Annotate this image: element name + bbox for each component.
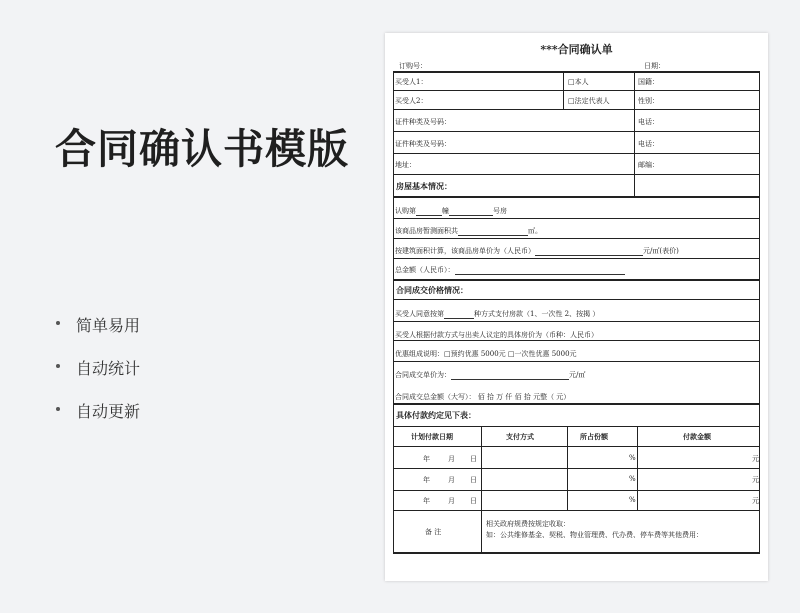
nationality-label: 国籍： xyxy=(638,78,659,86)
phone-label: 电话： xyxy=(638,118,659,126)
table-header: 计划付款日期 xyxy=(411,432,453,441)
rule xyxy=(393,468,760,469)
rule xyxy=(393,361,760,362)
remark-label: 备 注 xyxy=(425,528,442,536)
rule xyxy=(393,238,760,239)
self-checkbox[interactable]: □本人 xyxy=(568,78,589,86)
buyer2-label: 买受人2： xyxy=(395,97,428,105)
column-divider xyxy=(567,426,568,510)
column-divider xyxy=(481,426,482,553)
bullet-icon xyxy=(56,321,60,325)
schedule-section-heading: 具体付款约定见下表： xyxy=(396,410,476,420)
date-label: 日期： xyxy=(644,62,665,70)
id-type-label: 证件种类及号码： xyxy=(395,140,451,148)
bullet-icon xyxy=(56,364,60,368)
border-left xyxy=(393,71,394,553)
rule xyxy=(393,490,760,491)
payment-method-line: 买受人同意按第 种方式支付房款（1、一次性 2、按揭 ） xyxy=(395,310,600,318)
page-title: 合同确认书模版 xyxy=(55,125,349,173)
area-line: 该商品房暂测面积共 ㎡。 xyxy=(395,227,542,235)
unit-price-line: 按建筑面积计算，该商品房单价为（人民币） 元/㎡(表价) xyxy=(395,247,679,255)
agreed-price-line: 买受人根据付款方式与出卖人议定的具体房价为（币种：人民币） xyxy=(395,331,598,339)
phone-label: 电话： xyxy=(638,140,659,148)
rule xyxy=(393,71,760,73)
deal-total-line: 合同成交总金额（大写）： 佰 拾 万 仟 佰 拾 元整（ 元） xyxy=(395,393,571,401)
rule xyxy=(393,510,760,511)
rule xyxy=(393,299,760,300)
column-divider xyxy=(563,71,564,110)
form-title: ***合同确认单 xyxy=(540,43,613,56)
address-label: 地址： xyxy=(395,161,416,169)
table-header: 所占份额 xyxy=(580,432,608,441)
document-preview: ***合同确认单 订购号： 日期： 买受人1： □本人 国籍： 买受人2： □法定代表人 性别： 证件种类及号码： 电话： 证件种类及号码： 电话： 地址： 邮编： 房屋基本情况： 认购第 幢 号房 该商品房暂测面积共 ㎡。 按建筑面积计算，该商品房单价为（人民币） 元/㎡(表价) 总金额（人民币）： 合同成交价格情况： 买受人同意按第 种方式支付房款（1、一次性 2、按揭 ） 买受人根据付款方式与出卖人议定的具体房价为（币种：人民币） 优惠组成说明：□预约优惠 5000元 □一次性优惠 5000元 合同成交单价为： 元/㎡ 合同成交总金额（大写）： 佰 拾 万 仟 佰 拾 元整（ 元） 具体付款约定见下表： 计划付款日期 支付方式 所占份额 付款金额 年 月 日 % 元 年 月 日 % 元 年 月 日 % 元 备 注 相关政府规费按规定收取： 如：公共维修基金、契税、物业管理费、代办费、停车费等其他费用： xyxy=(385,33,768,581)
rule xyxy=(393,552,760,554)
rule xyxy=(393,196,760,198)
discount-line: 优惠组成说明：□预约优惠 5000元 □一次性优惠 5000元 xyxy=(395,350,577,358)
price-section-heading: 合同成交价格情况： xyxy=(396,285,468,295)
legal-rep-checkbox[interactable]: □法定代表人 xyxy=(568,97,610,105)
column-divider xyxy=(637,426,638,510)
rule xyxy=(393,279,760,281)
order-number-label: 订购号： xyxy=(399,62,427,70)
postcode-label: 邮编： xyxy=(638,161,659,169)
rule xyxy=(393,321,760,322)
rule xyxy=(393,403,760,405)
rule xyxy=(393,174,760,175)
rule xyxy=(393,340,760,341)
rule xyxy=(393,258,760,259)
deal-unit-price-line: 合同成交单价为： 元/㎡ xyxy=(395,371,586,379)
gender-label: 性别： xyxy=(638,97,659,105)
buyer1-label: 买受人1： xyxy=(395,78,428,86)
rule xyxy=(393,426,760,427)
house-number-line: 认购第 幢 号房 xyxy=(395,207,507,215)
column-divider xyxy=(634,71,635,196)
remark-text: 如：公共维修基金、契税、物业管理费、代办费、停车费等其他费用： xyxy=(486,531,703,539)
rule xyxy=(393,90,760,91)
rule xyxy=(393,109,760,110)
rule xyxy=(393,131,760,132)
remark-text: 相关政府规费按规定收取： xyxy=(486,520,570,528)
bullet-icon xyxy=(56,407,60,411)
table-header: 支付方式 xyxy=(506,432,534,441)
table-header: 付款金额 xyxy=(683,432,711,441)
house-section-heading: 房屋基本情况： xyxy=(396,181,452,191)
id-type-label: 证件种类及号码： xyxy=(395,118,451,126)
rule xyxy=(393,446,760,447)
rule xyxy=(393,218,760,219)
rule xyxy=(393,153,760,154)
border-right xyxy=(759,71,760,553)
total-amount-line: 总金额（人民币）： xyxy=(395,265,625,275)
